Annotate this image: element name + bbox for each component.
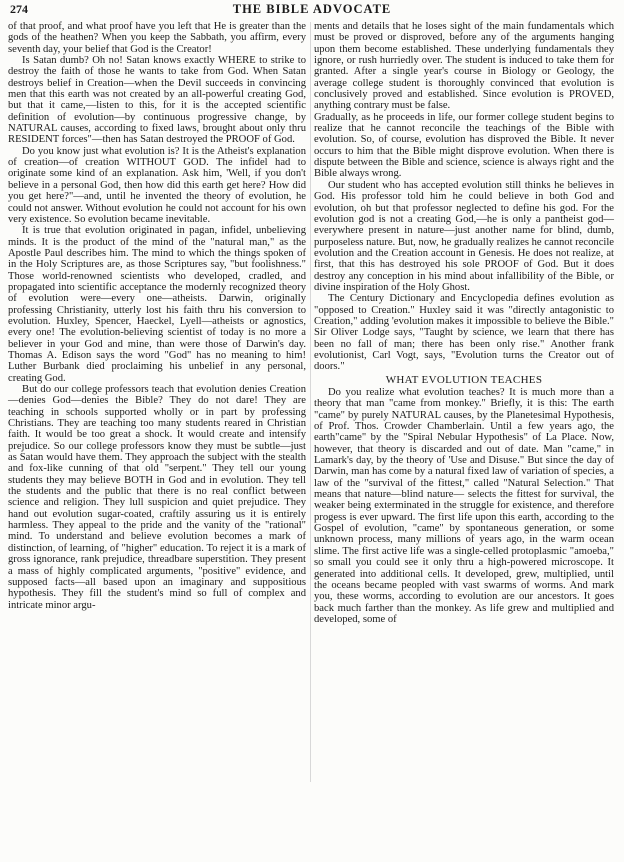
page-header: [10, 2, 614, 18]
column-divider: [310, 22, 311, 782]
paragraph: Our student who has accepted evolution still thinks he believes in God. His professor told him he could believe in both God and evolution, oh but that professor neglected to define his god. For the evolution god is not a creating God,—he is only a pantheist god—everywhere present in nature—just another name for blind, dumb, purposeless nature. But, now, he gradually realizes he cannot reconcile evolution and the Creation account in Genesis. He does not realize, at first, that this has destroyed his sole PROOF of God. But it does destroy any conception in his mind about infallibility of the Bible, or divine inspiration of the Holy Ghost.: [314, 179, 614, 293]
paragraph: The Century Dictionary and Encyclopedia defines evolution as "opposed to Creation." Huxley said it was "directly antagonistic to Creation," adding 'evolution makes it impossible to believe the Bible." Sir Oliver Lodge says, "Taught by science, we learn that there has been no fall of man; there has been only rise." Another frank evolutionist, Carl Vogt, says, "Evolution turns the Creator out of doors.": [314, 293, 614, 373]
paragraph: of that proof, and what proof have you left that He is greater than the gods of the heathen? When you keep the Sabbath, you affirm, every seventh day, your belief that God is the Creator!: [8, 21, 306, 55]
paragraph: Is Satan dumb? Oh no! Satan knows exactly WHERE to strike to destroy the faith of those he wants to take from God. When Satan destroys belief in Creation—when the Devil succeeds in convincing men that this earth was not created by an all-powerful creating God, but that it came,—listen to this, for it is the accepted scientific definition of evolution—by continuous progressive change, by NATURAL causes, according to fixed laws, brought about only thru RESIDENT forces"—then has Satan destroyed the PROOF of God.: [8, 55, 306, 146]
right-column: [314, 21, 614, 625]
paragraph: ments and details that he loses sight of the main fundamentals which must be proved or disproved, before any of the arguments hanging upon them become established. These underlying fundamentals they ignore, or rush hurriedly over. The student is induced to take them for granted. After a single year's course in Biology or Geology, the average college student is thoroughly convinced that evolution is conclusively proved and established. Since evolution is PROVED, anything contrary must be false.: [314, 21, 614, 112]
left-column: [8, 21, 306, 611]
publication-title: THE BIBLE ADVOCATE: [232, 2, 392, 16]
paragraph: Do you know just what evolution is? It is the Atheist's explanation of creation—of creation WITHOUT GOD. The infidel had to originate some kind of an explanation. Ask him, 'Well, if you don't believe in a personal God, then how did this earth get here? How did you get here?"—and, until he invented the theory of evolution, he could not answer. Without evolution he could not account for his own very existence. So evolution became inevitable.: [8, 145, 306, 225]
paragraph: But do our college professors teach that evolution denies Creation—denies God—denies the Bible? They do not dare! They are teaching in schools supported wholly or in part by professing Christians. They are teaching too many students reared in Christian faith. It would be too great a shock. It would create and intensify prejudice. So our college professors know they must be subtle—just as Satan would have them. They approach the subject with the stealth and fox-like cunning of that old "serpent." They tell our young students they may believe BOTH in God and in evolution. They tell the students and the public that there is no real conflict between science and religion. They lull suspicion and quiet prejudice. They hand out evolution sugar-coated, craftily assuring us it is entirely harmless. They appeal to the pride and the vanity of the "rational" mind. To understand and believe evolution becomes a mark of distinction, of learning, of "higher" education. To reject it is a mark of gross ignorance, rank prejudice, threadbare superstition. They present a mass of highly complicated arguments, "positive" evidence, and supposed facts—all based upon an imaginary and suppositious hypothesis. They fill the student's mind so full of complex and intricate minor argu-: [8, 384, 306, 611]
paragraph: Gradually, as he proceeds in life, our former college student begins to realize that he cannot reconcile the teachings of the Bible with evolution. So, of course, evolution has disproved the Bible. It never occurs to him that the Bible might disprove evolution. When there is dispute between the Bible and science, science is always right and the Bible always wrong.: [314, 111, 614, 180]
section-heading: WHAT EVOLUTION TEACHES: [385, 373, 543, 386]
paragraph: It is true that evolution originated in pagan, infidel, unbelieving minds. It is the product of the mind of the "natural man," as the Apostle Paul describes him. The mind to which the things spoken of in the Holy Scriptures are, as those Scriptures say, "but foolishness." Those world-renowned scientists who developed, cradled, and propagated into scientific acceptance the modernly recognized theory of evolution were—every one—atheists. Darwin, originally professing Christianity, utterly lost his faith thru his conversion to evolution. Huxley, Spencer, Haeckel, Lyell—atheists or agnostics, every one! The evolution-believing scientist of today is no more a believer in your God and mine, than were those of Darwin's day. Thomas A. Edison says the word "God" has no meaning to him! Luther Burbank died proclaiming his unbelief in any personal, creating God.: [8, 225, 306, 384]
paragraph: Do you realize what evolution teaches? It is much more than a theory that man "came from monkey." Briefly, it is this: The earth "came" by purely NATURAL causes, by the Planetesimal Hypothesis, of Prof. Thos. Crowder Chamberlain. Until a few years ago, the earth"came" by the "Spiral Nebular Hypothesis" of La Place. Now, however, that theory is discarded and out of date. Man "came," in Lamark's day, by the theory of 'Use and Disuse." But since the day of Darwin, man has come by a natural fixed law of variation of species, a law of the "survival of the fittest," called "Natural Selection." That means that nature—blind nature— selects the fittest for survival, the weaker being exterminated in the struggle for existence, and therefore progess is ever upward. The first life upon this earth, according to the Gospel of evolution, "came" by spontaneous generation, or some unknown process, many millions of years ago, in the warm ocean slime. The first active life was a single-celled protoplasmic "amoeba," so small you could see it only thru a high-powered microscope. It generated into additional cells. It developed, grew, multiplied, until the oceans became peopled with vast swarms of worms. And mark you, these worms, according to evolution are our ancestors. It goes back much farther than the monkey. As life grew and multiplied and developed, some of: [314, 387, 614, 625]
page-number: 274: [10, 2, 28, 16]
